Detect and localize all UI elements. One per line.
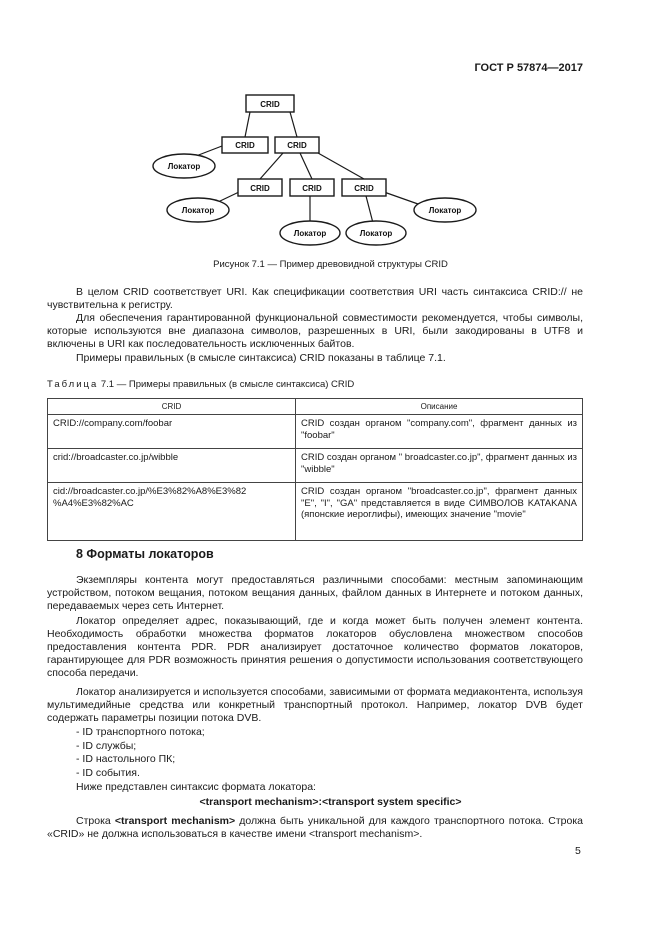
- cell-description: CRID создан органом "broadcaster.co.jp", фрагмент данных "E", "I", "GA" представляется в виде СИМВОЛОВ KATAKANA (японские иероглифы), имеющих значение "movie": [296, 483, 583, 541]
- table-row: [48, 483, 583, 541]
- svg-text:CRID: CRID: [354, 184, 374, 193]
- p5-rest: должна быть уникальной для каждого транспортного потока. Строка «CRID» не должна использоваться в качестве имени <transport mechanism>.: [47, 815, 583, 840]
- svg-text:CRID: CRID: [287, 141, 307, 150]
- paragraph-transport-mechanism: [47, 815, 583, 841]
- svg-text:Локатор: Локатор: [167, 162, 201, 171]
- paragraph-syntax-intro: Ниже представлен синтаксис формата локатора:: [76, 781, 316, 793]
- locator-syntax: <transport mechanism>:<transport system specific>: [199, 796, 462, 808]
- edge-right-b: [300, 153, 312, 179]
- svg-text:CRID: CRID: [302, 184, 322, 193]
- paragraph-crid-uri: В целом CRID соответствует URI. Как спецификации соответствия URI часть синтаксиса CRID:// не чувствительна к регистру.: [47, 286, 583, 311]
- svg-text:CRID: CRID: [250, 184, 270, 193]
- list-item: - ID события.: [76, 767, 140, 779]
- crid-node-root: [246, 95, 294, 112]
- page-number: 5: [575, 845, 581, 857]
- p5-lead: Строка: [76, 815, 115, 827]
- svg-text:CRID: CRID: [235, 141, 255, 150]
- p5-term: <transport mechanism>: [114, 815, 236, 827]
- paragraph-content-instances: Экземпляры контента могут предоставляться различными способами: местным запоминающим устройством, потоком вещания, потоком вещания данных, файлом данных в Интернете и потоком данных, передаваемых через сеть Интернет.: [47, 574, 583, 612]
- locator-leaf-5: [414, 198, 476, 222]
- document-code: ГОСТ Р 57874—2017: [474, 62, 583, 74]
- cell-crid: cid://broadcaster.co.jp/%E3%82%A8%E3%82 %A4%E3%82%AC: [48, 483, 296, 541]
- figure-caption: Рисунок 7.1 — Пример древовидной структуры CRID: [213, 259, 448, 270]
- edge-right-c: [318, 153, 364, 179]
- edge-left-leaf: [196, 146, 222, 156]
- cell-crid: crid://broadcaster.co.jp/wibble: [48, 449, 296, 483]
- table-title: [47, 379, 354, 390]
- edge-c-leaf1: [366, 196, 373, 223]
- svg-text:Локатор: Локатор: [428, 206, 462, 215]
- locator-leaf-4: [346, 221, 406, 245]
- crid-node-level2-a: [238, 179, 282, 196]
- locator-leaf-1: [153, 154, 215, 178]
- paragraph-utf8: Для обеспечения гарантированной функциональной совместимости рекомендуется, чтобы символы, которые используются вне диапазона символов, разрешенных в URI, были закодированы в UTF8 и включены в URI как последовательность исключенных байтов.: [47, 312, 583, 350]
- svg-text:Локатор: Локатор: [359, 229, 393, 238]
- header-crid: CRID: [48, 399, 296, 415]
- crid-node-level2-b: [290, 179, 334, 196]
- edge-root-right: [290, 112, 297, 137]
- locator-leaf-3: [280, 221, 340, 245]
- crid-node-level2-c: [342, 179, 386, 196]
- paragraph-locator-analysis: Локатор анализируется и используется способами, зависимыми от формата медиаконтента, используя мультимедийные средства или конкретный транспортный протокол. Например, локатор DVB будет содержать параметры позиции потока DVB.: [47, 686, 583, 724]
- list-item: - ID настольного ПК;: [76, 753, 176, 765]
- paragraph-examples-ref: Примеры правильных (в смысле синтаксиса) CRID показаны в таблице 7.1.: [76, 352, 446, 364]
- svg-text:Локатор: Локатор: [293, 229, 327, 238]
- cell-description: CRID создан органом "company.com", фрагмент данных из "foobar": [296, 415, 583, 449]
- list-item: - ID службы;: [76, 740, 137, 752]
- list-item: - ID транспортного потока;: [76, 726, 205, 738]
- edge-root-left: [245, 112, 250, 137]
- crid-node-level1-left: [222, 137, 268, 153]
- section-8-heading: 8 Форматы локаторов: [76, 547, 214, 561]
- header-description: Описание: [296, 399, 583, 415]
- locator-leaf-2: [167, 198, 229, 222]
- paragraph-locator-definition: Локатор определяет адрес, показывающий, где и когда может быть получен элемент контента. Необходимость обработки множества форматов локаторов обусловлена множеством способов предоставления контента PDR. PDR анализирует достаточное количество форматов локаторов, гарантирующее для PDR возможность принятия решения о допустимости использования соответствующего способа передачи.: [47, 615, 583, 679]
- tree-edges: [196, 112, 418, 223]
- table-title-text: 7.1 — Примеры правильных (в смысле синтаксиса) CRID: [98, 379, 355, 390]
- edge-a-leaf: [218, 192, 239, 202]
- table-row: [48, 415, 583, 449]
- table-title-prefix: Таблица: [47, 379, 99, 390]
- table-row: [48, 449, 583, 483]
- crid-examples-table: [47, 398, 583, 541]
- crid-node-level1-right: [275, 137, 319, 153]
- svg-text:CRID: CRID: [260, 100, 280, 109]
- cell-crid: CRID://company.com/foobar: [48, 415, 296, 449]
- svg-text:Локатор: Локатор: [181, 206, 215, 215]
- cell-description: CRID создан органом " broadcaster.co.jp", фрагмент данных из "wibble": [296, 449, 583, 483]
- crid-tree-diagram: [0, 0, 661, 260]
- edge-right-a: [260, 153, 283, 179]
- edge-c-leaf2: [384, 192, 418, 204]
- table-header-row: [48, 399, 583, 415]
